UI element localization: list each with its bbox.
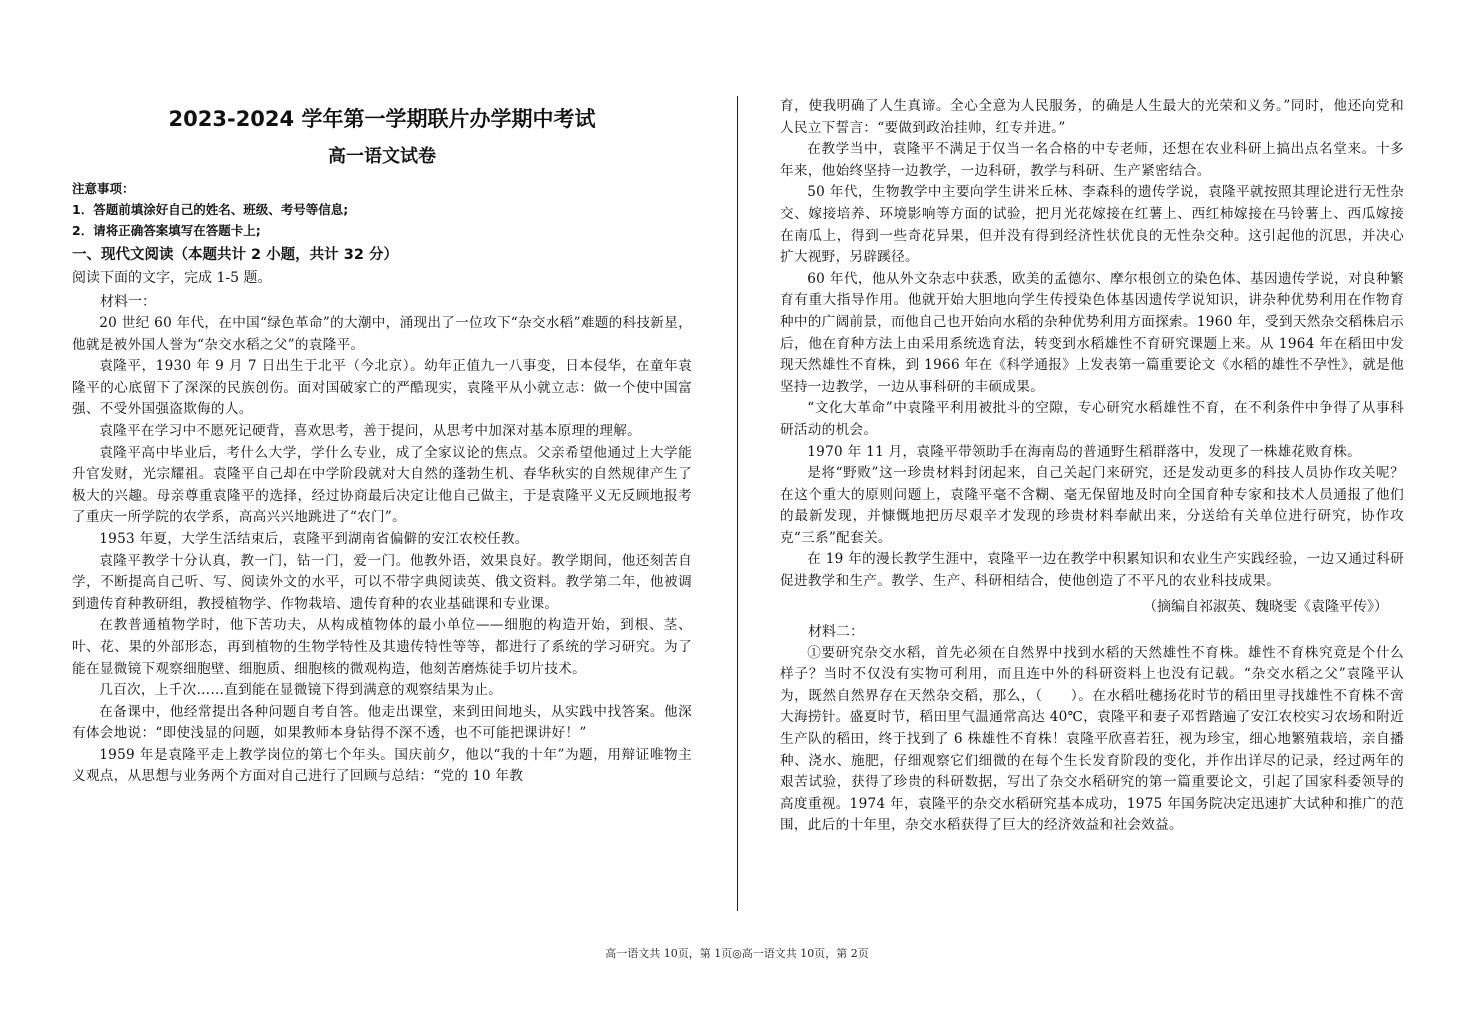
paragraph: 育，使我明确了人生真谛。全心全意为人民服务，的确是人生最大的光荣和义务。”同时，他还向党和人民立下誓言：“要做到政治挂帅，红专并进。” [780, 98, 1404, 136]
material-one-label: 材料一： [100, 294, 156, 310]
paragraph: 60 年代，他从外文杂志中获悉，欧美的孟德尔、摩尔根创立的染色体、基因遗传学说，对良种繁育有重大指导作用。他就开始大胆地向学生传授染色体基因遗传学说知识，讲杂种优势利用在作物育种中的广阔前景，而他自己也开始向水稻的杂种优势利用方面探索。1960 年，受到天然杂交稻株启示后，他在育种方法上由采用系统选育法，转变到水稻雄性不育研究课题上来。从 1964 年在稻田中发现天然雄性不育株，到 1966 年在《科学通报》上发表第一篇重要论文《水稻的雄性不孕性》，就是他坚持一边教学，一边从事科研的丰硕成果。 [780, 270, 1404, 395]
paragraph: 20 世纪 60 年代，在中国“绿色革命”的大潮中，涌现出了一位攻下“杂交水稻”难题的科技新星，他就是被外国人誉为“杂交水稻之父”的袁隆平。 [72, 315, 692, 353]
source-citation: （摘编自祁淑英、魏晓雯《袁隆平传》） [1143, 598, 1388, 615]
paragraph: 1959 年是袁隆平走上教学岗位的第七个年头。国庆前夕，他以“我的十年”为题，用辩证唯物主义观点，从思想与业务两个方面对自己进行了回顾与总结：“党的 10 年教 [72, 746, 692, 785]
paragraph: 50 年代，生物教学中主要向学生讲米丘林、李森科的遗传学说，袁隆平就按照其理论进行无性杂交、嫁接培养、环境影响等方面的试验，把月光花嫁接在红薯上、西红柿嫁接在马铃薯上、西瓜嫁接在南瓜上，得到一些奇花异果，但并没有得到经济性状优良的无性杂交种。这引起他的沉思，并决心扩大视野，另辟蹊径。 [780, 184, 1404, 266]
column-divider [737, 96, 738, 911]
paragraph: 袁隆平在学习中不愿死记硬背，喜欢思考，善于提问，从思考中加深对基本原理的理解。 [99, 422, 642, 439]
exam-title: 2023-2024 学年第一学期联片办学期中考试 [168, 107, 596, 131]
paragraph: 在教学当中，袁隆平不满足于仅当一名合格的中专老师，还想在农业科研上搞出点名堂来。十多年来，他始终坚持一边教学，一边科研，教学与科研、生产紧密结合。 [780, 141, 1404, 179]
exam-subtitle: 高一语文试卷 [328, 146, 436, 167]
reading-instruction: 阅读下面的文字，完成 1-5 题。 [72, 270, 272, 286]
paragraph: 在备课中，他经常提出各种问题自考自答。他走出课堂，来到田间地头，从实践中找答案。他深有体会地说：“即使浅显的问题，如果教师本身钻得不深不透，也不可能把课讲好！” [72, 703, 692, 742]
page-footer: 高一语文共 10页，第 1页◎高一语文共 10页，第 2页 [605, 947, 869, 960]
material-two-label: 材料二： [808, 623, 864, 640]
notes-heading: 注意事项： [72, 181, 135, 196]
paragraph: 袁隆平高中毕业后，考什么大学，学什么专业，成了全家议论的焦点。父亲希望他通过上大学能升官发财，光宗耀祖。袁隆平自己却在中学阶段就对大自然的蓬勃生机、春华秋实的自然规律产生了极大的兴趣。母亲尊重袁隆平的选择，经过协商最后决定让他自己做主，于是袁隆平义无反顾地报考了重庆一所学院的农学系，高高兴兴地跳进了“农门”。 [72, 444, 692, 526]
note-item: 2．请将正确答案填写在答题卡上; [72, 223, 261, 238]
left-column [72, 96, 692, 788]
section-heading: 一、现代文阅读（本题共计 2 小题，共计 32 分） [72, 247, 398, 263]
paragraph: 1953 年夏，大学生活结束后，袁隆平到湖南省偏僻的安江农校任教。 [99, 530, 529, 547]
paragraph: 袁隆平，1930 年 9 月 7 日出生于北平（今北京）。幼年正值九一八事变，日本侵华，在童年袁隆平的心底留下了深深的民族创伤。面对国破家亡的严酷现实，袁隆平从小就立志：做一个使中国富强、不受外国强盗欺侮的人。 [72, 358, 692, 418]
paragraph: “文化大革命”中袁隆平利用被批斗的空隙，专心研究水稻雄性不育，在不利条件中争得了从事科研活动的机会。 [780, 400, 1404, 438]
paragraph: ①要研究杂交水稻，首先必须在自然界中找到水稻的天然雄性不育株。雄性不育株究竟是个什么样子？当时不仅没有实物可利用，而且连中外的科研资料上也没有记载。“杂交水稻之父”袁隆平认为，既然自然界存在天然杂交稻，那么，（ ）。在水稻吐穗扬花时节的稻田里寻找雄性不育株不啻大海捞针。盛夏时节，稻田里气温通常高达 40℃，袁隆平和妻子邓哲踏遍了安江农校实习农场和附近生产队的稻田，终于找到了 6 株雄性不育株！袁隆平欣喜若狂，视为珍宝，细心地繁殖栽培，亲自播种、浇水、施肥，仔细观察它们细微的在每个生长发育阶段的变化，并作出详尽的记录，经过两年的艰苦试验，获得了珍贵的科研数据，写出了杂交水稻研究的第一篇重要论文，引起了国家科委领导的高度重视。1974 年，袁隆平的杂交水稻研究基本成功，1975 年国务院决定迅速扩大试种和推广的范围，此后的十年里，杂交水稻获得了巨大的经济效益和社会效益。 [780, 644, 1404, 834]
paragraph: 在 19 年的漫长教学生涯中，袁隆平一边在教学中积累知识和农业生产实践经验，一边又通过科研促进教学和生产。教学、生产、科研相结合，使他创造了不平凡的农业科技成果。 [780, 551, 1404, 590]
paragraph: 几百次，上千次……直到能在显微镜下得到满意的观察结果为止。 [99, 682, 503, 699]
note-item: 1．答题前填涂好自己的姓名、班级、考号等信息; [72, 202, 349, 217]
paragraph: 1970 年 11 月，袁隆平带领助手在海南岛的普通野生稻群落中，发现了一株雄花败育株。 [807, 443, 1362, 460]
paragraph: 袁隆平教学十分认真，教一门，钻一门，爱一门。他教外语，效果良好。教学期间，他还刻苦自学，不断提高自己听、写、阅读外文的水平，可以不带字典阅读英、俄文资料。教学第二年，他被调到遗传育种教研组，教授植物学、作物栽培、遗传育种的农业基础课和专业课。 [72, 552, 692, 612]
paragraph: 在教普通植物学时，他下苦功夫，从构成植物体的最小单位——细胞的构造开始，到根、茎、叶、花、果的外部形态，再到植物的生物学特性及其遗传特性等等，都进行了系统的学习研究。为了能在显微镜下观察细胞壁、细胞质、细胞核的微观构造，他刻苦磨炼徒手切片技术。 [72, 617, 692, 677]
paragraph: 是将“野败”这一珍贵材料封闭起来，自己关起门来研究，还是发动更多的科技人员协作攻关呢？在这个重大的原则问题上，袁隆平毫不含糊、毫无保留地及时向全国育种专家和技术人员通报了他们的最新发现，并慷慨地把历尽艰辛才发现的珍贵材料奉献出来，分送给有关单位进行研究，协作攻克“三系”配套关。 [780, 465, 1404, 546]
right-column [780, 96, 1404, 837]
